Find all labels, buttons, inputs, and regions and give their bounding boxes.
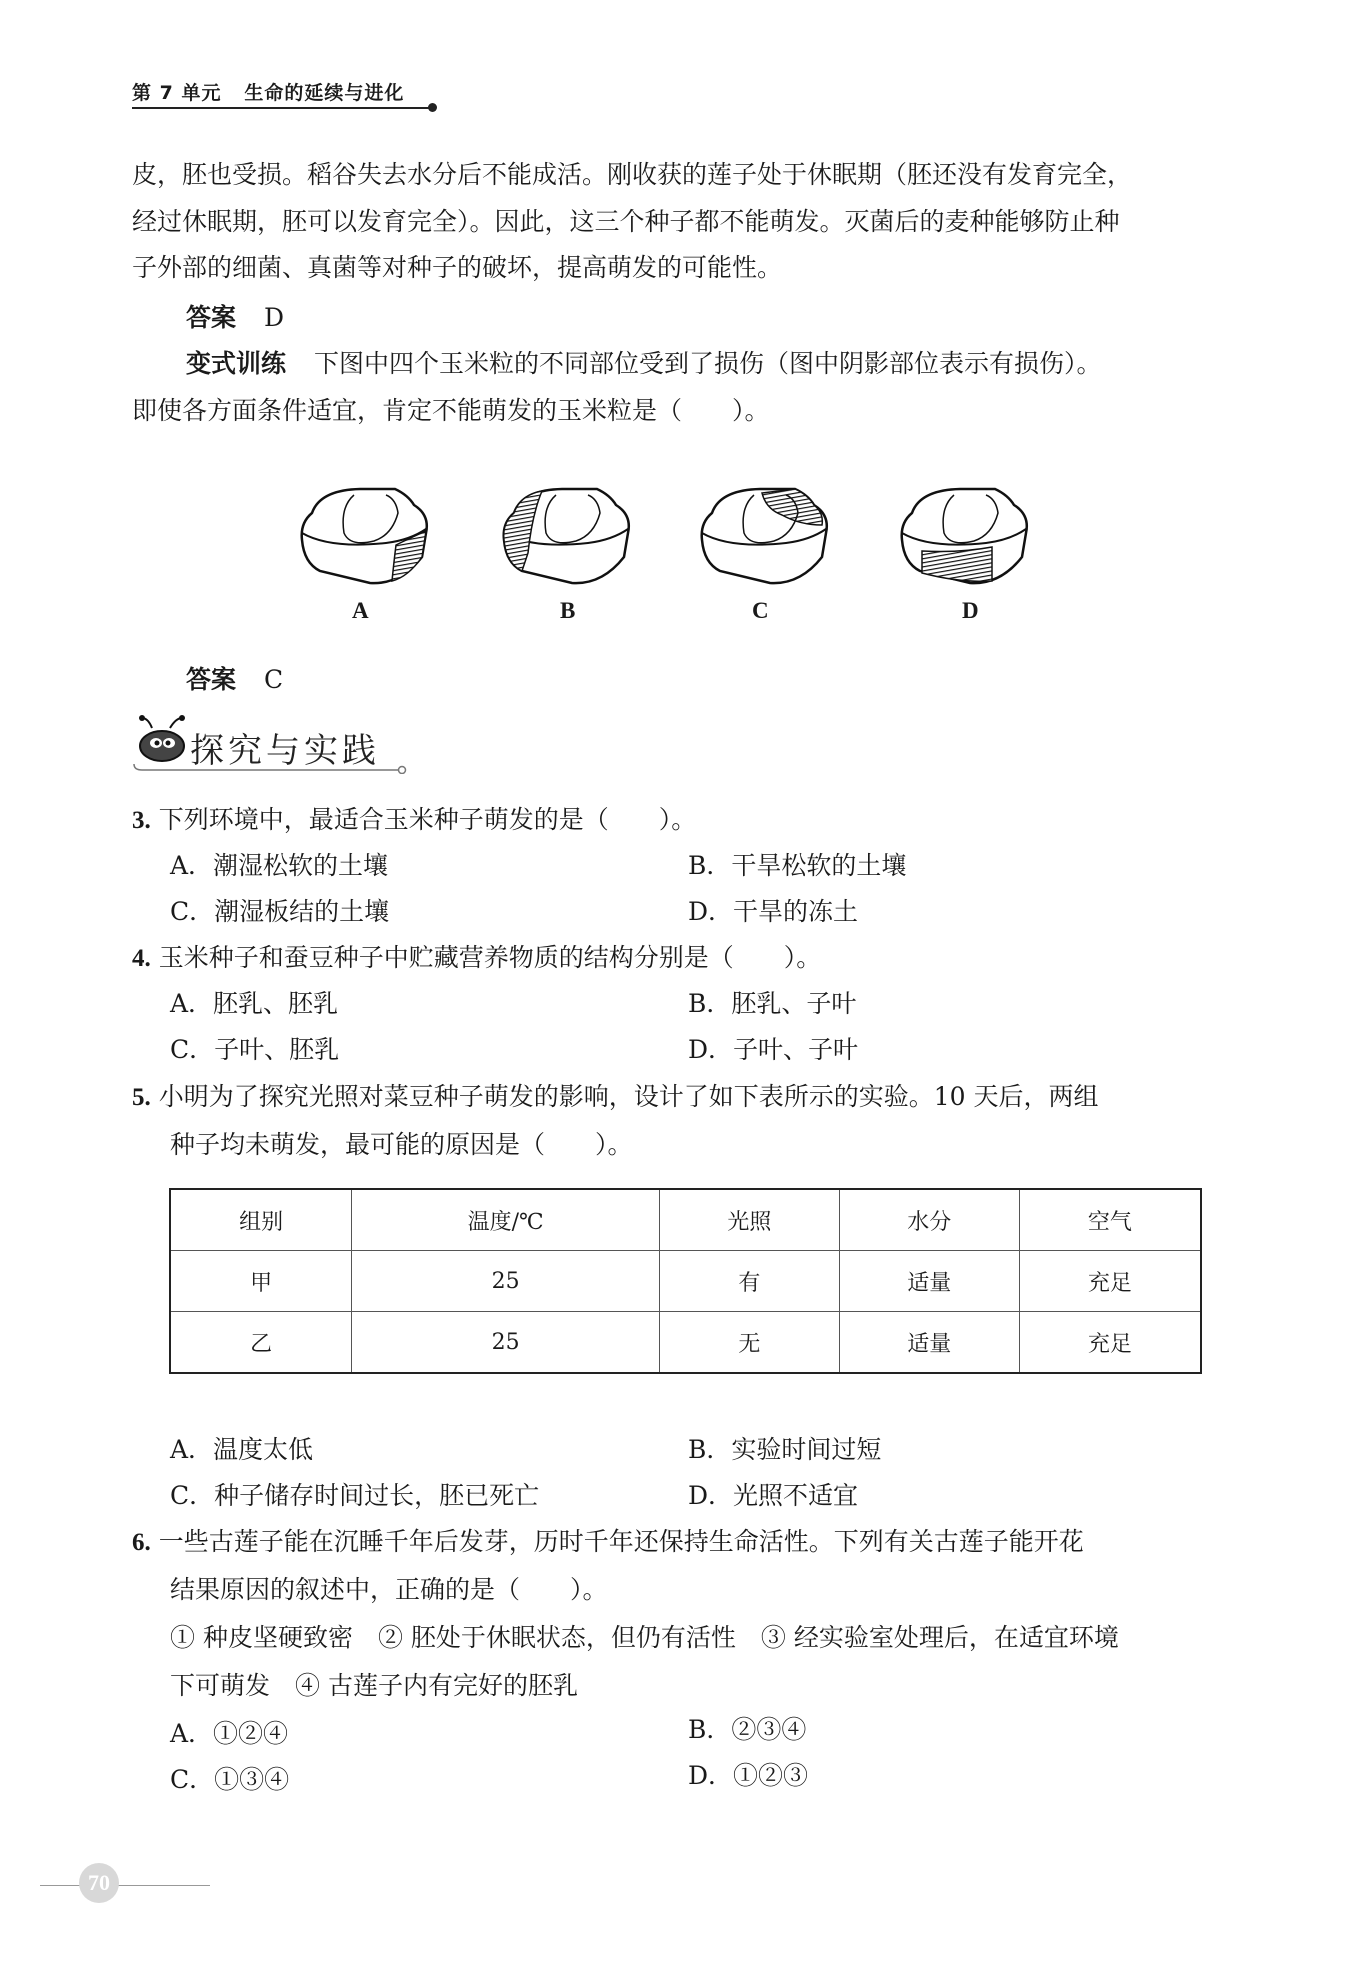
kernel-c-icon [702, 489, 827, 583]
paragraph-line: 皮，胚也受损。稻谷失去水分后不能成活。刚收获的莲子处于休眠期（胚还没有发育完全， [132, 160, 1133, 189]
option-d[interactable]: D．干旱的冻土 [688, 897, 859, 926]
table-cell: 有 [660, 1251, 840, 1312]
option-b[interactable]: B．②③④ [688, 1715, 807, 1744]
kernel-b-icon [504, 489, 629, 583]
question-3 [132, 800, 696, 836]
table-cell: 无 [660, 1312, 840, 1374]
table-header-cell: 水分 [839, 1189, 1019, 1251]
option-c[interactable]: C．子叶、胚乳 [170, 1035, 340, 1064]
experiment-table [169, 1188, 1202, 1374]
option-c[interactable]: C．潮湿板结的土壤 [170, 897, 390, 926]
figure-label-c: C [752, 598, 769, 623]
answer-line [186, 660, 283, 696]
answer-value: D [264, 303, 285, 332]
question-number: 5. [132, 1084, 151, 1111]
table-cell: 甲 [170, 1251, 352, 1312]
question-text: 小明为了探究光照对菜豆种子萌发的影响，设计了如下表所示的实验。10 天后，两组 [158, 1082, 1099, 1111]
table-cell: 25 [352, 1251, 660, 1312]
table-header-cell: 温度/℃ [352, 1189, 660, 1251]
answer-line [186, 298, 284, 334]
table-row [170, 1251, 1201, 1312]
option-d[interactable]: D．子叶、子叶 [688, 1035, 859, 1064]
option-a[interactable]: A．①②④ [170, 1719, 289, 1748]
question-number: 3. [132, 807, 151, 834]
question-text-line-2: 种子均未萌发，最可能的原因是（ ）。 [170, 1130, 633, 1159]
section-title: 探究与实践 [190, 731, 380, 771]
variant-line-1 [186, 341, 1102, 386]
table-cell: 充足 [1019, 1312, 1201, 1374]
figure-label-a: A [352, 598, 369, 623]
paragraph-line: 子外部的细菌、真菌等对种子的破坏，提高萌发的可能性。 [132, 253, 783, 282]
kernel-a-icon [302, 489, 427, 583]
unit-label: 第 7 单元 [132, 82, 222, 104]
option-a[interactable]: A．潮湿松软的土壤 [170, 851, 389, 880]
unit-title: 生命的延续与进化 [244, 82, 405, 104]
question-text-line-2: 结果原因的叙述中，正确的是（ ）。 [170, 1575, 608, 1604]
question-6 [132, 1522, 1084, 1558]
table-cell: 充足 [1019, 1251, 1201, 1312]
corn-kernel-figure [290, 475, 1050, 595]
table-header-cell: 组别 [170, 1189, 352, 1251]
paragraph-line: 经过休眠期，胚可以发育完全）。因此，这三个种子都不能萌发。灭菌后的麦种能够防止种 [132, 207, 1120, 236]
answer-value: C [264, 665, 284, 694]
table-cell: 乙 [170, 1312, 352, 1374]
table-cell: 25 [352, 1312, 660, 1374]
option-d[interactable]: D．光照不适宜 [688, 1481, 859, 1510]
kernel-d-icon [902, 489, 1027, 583]
option-b[interactable]: B．干旱松软的土壤 [688, 851, 907, 880]
question-5 [132, 1077, 1098, 1113]
question-text: 一些古莲子能在沉睡千年后发芽，历时千年还保持生命活性。下列有关古莲子能开花 [158, 1527, 1084, 1556]
question-number: 6. [132, 1529, 151, 1556]
question-text: 下列环境中，最适合玉米种子萌发的是（ ）。 [158, 805, 697, 834]
option-a[interactable]: A．温度太低 [170, 1435, 314, 1464]
question-text: 玉米种子和蚕豆种子中贮藏营养物质的结构分别是（ ）。 [158, 943, 822, 972]
question-statements-line-1: ① 种皮坚硬致密 ② 胚处于休眠状态，但仍有活性 ③ 经实验室处理后，在适宜环境 [170, 1623, 1119, 1652]
option-d[interactable]: D．①②③ [688, 1761, 809, 1790]
header-dot [428, 103, 437, 112]
figure-label-b: B [560, 598, 576, 623]
option-b[interactable]: B．实验时间过短 [688, 1435, 882, 1464]
table-cell: 适量 [839, 1312, 1019, 1374]
page-number-rule [40, 1885, 210, 1886]
table-row [170, 1312, 1201, 1374]
header-rule [132, 107, 432, 109]
answer-label: 答案 [186, 665, 237, 694]
question-4 [132, 938, 821, 974]
running-header [132, 78, 404, 105]
option-b[interactable]: B．胚乳、子叶 [688, 989, 857, 1018]
figure-label-d: D [962, 598, 979, 623]
option-a[interactable]: A．胚乳、胚乳 [170, 989, 339, 1018]
page-number: 70 [79, 1863, 119, 1903]
option-c[interactable]: C．①③④ [170, 1765, 290, 1794]
question-statements-line-2: 下可萌发 ④ 古莲子内有完好的胚乳 [170, 1671, 578, 1700]
option-c[interactable]: C．种子储存时间过长，胚已死亡 [170, 1481, 540, 1510]
table-header-cell: 空气 [1019, 1189, 1201, 1251]
section-underline [132, 760, 412, 774]
question-number: 4. [132, 945, 151, 972]
table-cell: 适量 [839, 1251, 1019, 1312]
answer-label: 答案 [186, 303, 237, 332]
variant-text: 下图中四个玉米粒的不同部位受到了损伤（图中阴影部位表示有损伤）。 [314, 349, 1102, 378]
table-header-row [170, 1189, 1201, 1251]
variant-label: 变式训练 [186, 349, 287, 378]
variant-line-2: 即使各方面条件适宜，肯定不能萌发的玉米粒是（ ）。 [132, 396, 770, 425]
table-header-cell: 光照 [660, 1189, 840, 1251]
